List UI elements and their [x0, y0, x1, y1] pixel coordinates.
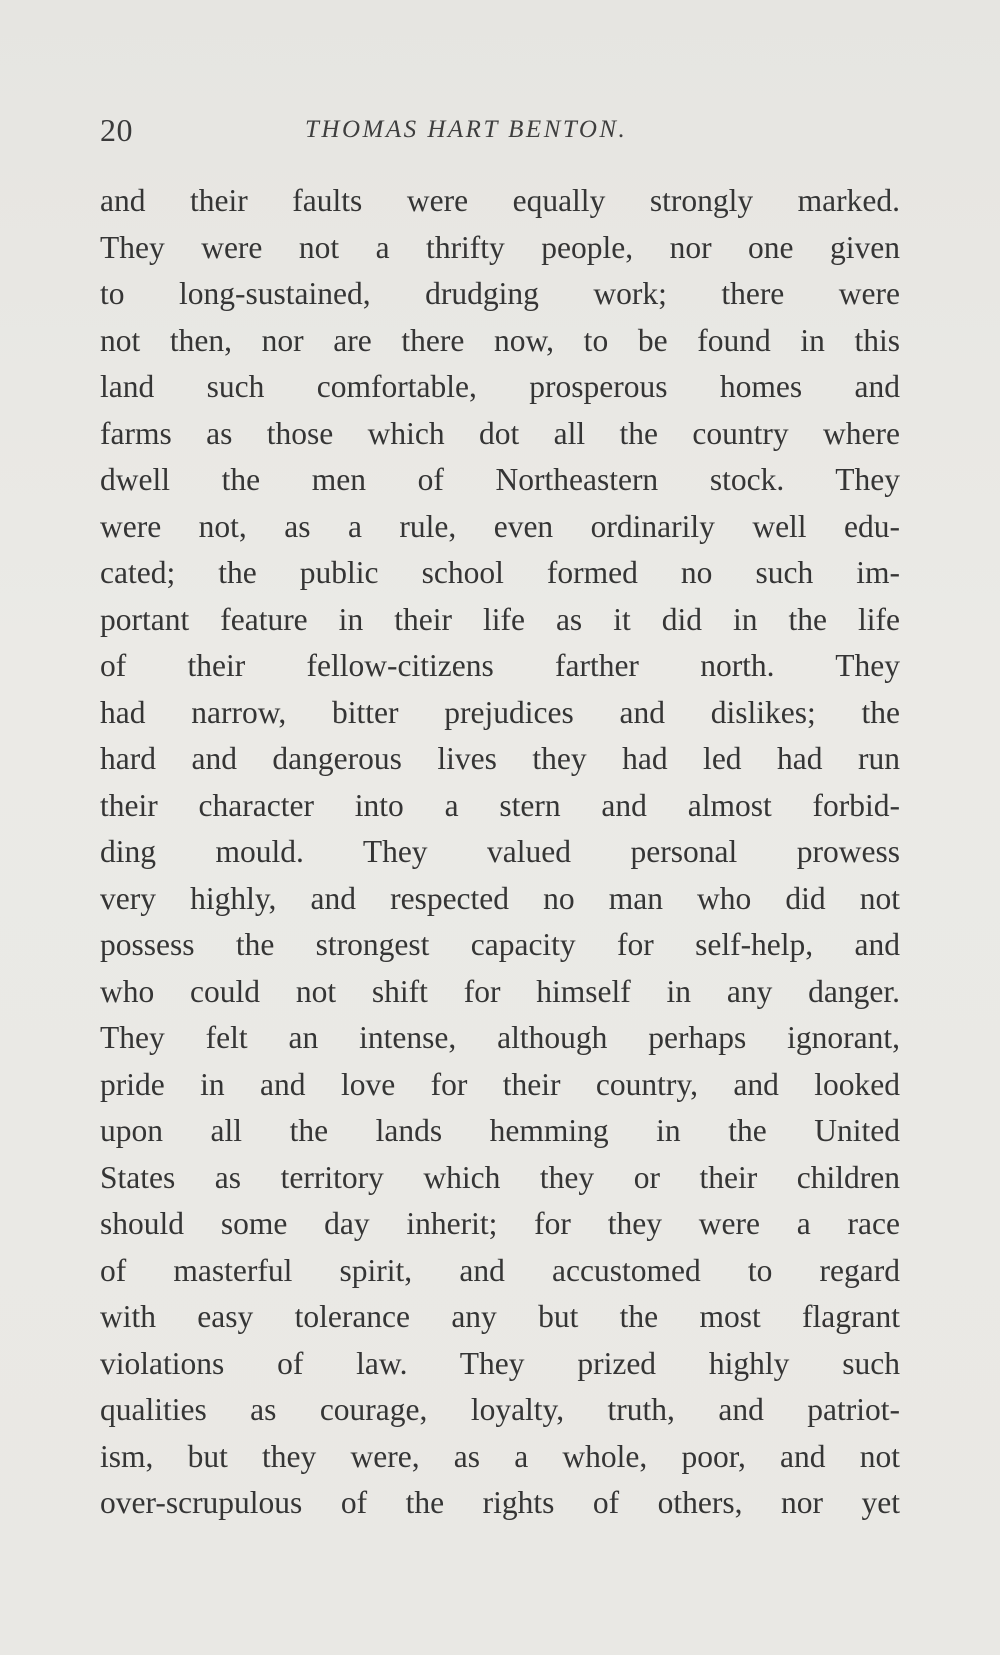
text-line: States as territory which they or their children	[100, 1159, 900, 1195]
text-line: had narrow, bitter prejudices and dislikes; the	[100, 694, 900, 730]
text-line: portant feature in their life as it did in the life	[100, 601, 900, 637]
text-line: They felt an intense, although perhaps ignorant,	[100, 1020, 900, 1055]
text-line: hard and dangerous lives they had led had run	[100, 741, 900, 776]
text-line: were not, as a rule, even ordinarily well edu-	[100, 508, 900, 544]
text-line: upon all the lands hemming in the United	[100, 1113, 900, 1148]
text-line: qualities as courage, loyalty, truth, and patriot-	[100, 1392, 900, 1427]
text-line: violations of law. They prized highly such	[100, 1345, 900, 1381]
body-text	[100, 178, 900, 1527]
text-line: of their fellow-citizens farther north. They	[100, 648, 900, 683]
page-header	[100, 112, 900, 152]
text-line: land such comfortable, prosperous homes and	[100, 369, 900, 404]
text-line: pride in and love for their country, and looked	[100, 1066, 900, 1102]
running-head: THOMAS HART BENTON.	[305, 116, 628, 143]
text-line: and their faults were equally strongly marked.	[100, 183, 900, 218]
text-line: of masterful spirit, and accustomed to regard	[100, 1252, 900, 1288]
page-number: 20	[100, 112, 133, 148]
text-line: should some day inherit; for they were a race	[100, 1206, 900, 1241]
text-line: their character into a stern and almost forbid-	[100, 787, 900, 823]
text-line: with easy tolerance any but the most flagrant	[100, 1299, 900, 1334]
text-line: who could not shift for himself in any danger.	[100, 973, 900, 1009]
text-line: They were not a thrifty people, nor one given	[100, 229, 900, 265]
text-line: ding mould. They valued personal prowess	[100, 834, 900, 869]
text-line: to long-sustained, drudging work; there were	[100, 276, 900, 311]
text-line: dwell the men of Northeastern stock. They	[100, 462, 900, 497]
text-line: farms as those which dot all the country where	[100, 415, 900, 451]
text-line: very highly, and respected no man who did not	[100, 880, 900, 916]
text-line: not then, nor are there now, to be found in this	[100, 322, 900, 358]
text-line: cated; the public school formed no such im-	[100, 555, 900, 590]
text-line: ism, but they were, as a whole, poor, and not	[100, 1438, 900, 1474]
text-line: over-scrupulous of the rights of others, nor yet	[100, 1485, 900, 1520]
text-line: possess the strongest capacity for self-help, and	[100, 927, 900, 962]
